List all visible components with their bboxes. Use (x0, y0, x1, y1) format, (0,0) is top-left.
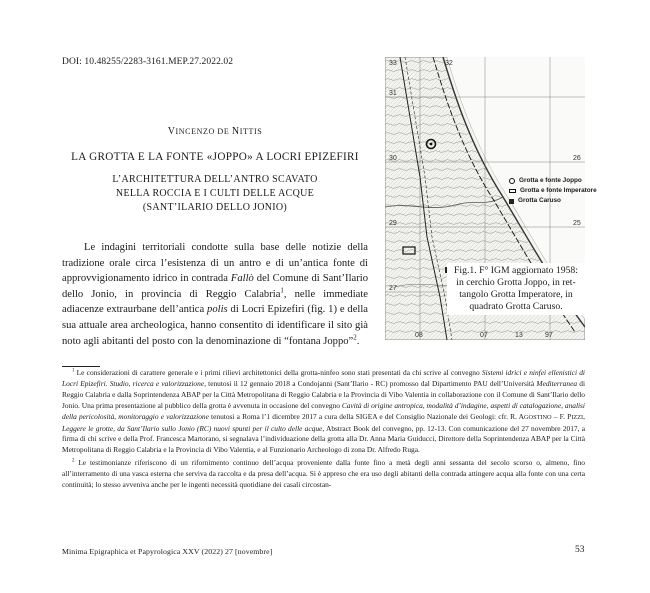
article-title: LA GROTTA E LA FONTE «JOPPO» A LOCRI EPIZEFIRI (71, 151, 359, 163)
footnote-mark: 1 (72, 368, 75, 374)
body-paragraph (62, 240, 368, 349)
map-grid-label: 26 (573, 155, 581, 162)
journal-footer: Minima Epigraphica et Papyrologica XXV (2022) 27 [novembre] (62, 547, 273, 556)
legend-item (509, 196, 597, 206)
footnote-text-run: – F. P (551, 411, 572, 421)
body-text (62, 240, 368, 349)
author-initial: V (167, 126, 176, 137)
footnote-text-run: Le considerazioni di carattere generale e i primi rilievi architettonici della grotta-ninfeo sono stati presentati da chi scrive al convegno (76, 368, 482, 377)
map-grid-label: 33 (389, 60, 397, 67)
map-grid-label: 25 (573, 220, 581, 227)
footnote-1 (62, 368, 585, 456)
map-grid-label: 08 (415, 332, 423, 339)
figure-caption (447, 263, 585, 315)
body-text-run: , nelle immediate adiacenze extraurbane dell’antica (62, 288, 369, 316)
footnotes (62, 368, 585, 493)
map-grid-label: 32 (445, 60, 453, 67)
footnote-italic-run: Leggere le grotte, da Sant’Ilario sullo Jonio (RC) nuovi spunti per il culto delle acque (62, 423, 323, 433)
footnote-text-run: , (583, 411, 585, 421)
article-author (62, 126, 368, 137)
body-italic-polis: polis (207, 304, 228, 316)
legend-label: Grotta e fonte Joppo (519, 177, 582, 184)
body-text-run: Le indagini territoriali condotte sulla base delle notizie della tradizione orale circa l’esistenza di un antro e di un’antica fonte di approvvigionamento idrico in contrada (62, 242, 368, 285)
caption-line: quadrato Grotta Caruso. (469, 300, 563, 312)
footnote-text-run: , Abstract Book del convegno, pp. 12-13. Con comunicazione del 27 novembre 2017, a firma di chi scrive e della Prof. Francesca Martorano, si segnalava l’individuazione della grotta alla Dr. Anna Maria Guiducci, Direttore della Soprintendenza ABAP per la Città Metropolitana di Reggio Calabria e la Provincia di Vibo Valentia, e al Funzionario Archeologo di zona Dr. Alfredo Ruga. (62, 423, 585, 455)
footnote-italic-run: Mediterranea (536, 378, 578, 388)
circle-icon (509, 178, 515, 184)
footnote-2 (62, 458, 585, 491)
caption-line: tangolo Grotta Imperatore, in (459, 288, 573, 300)
footnote-italic-run: Cavità di origine antropica, modalità d’indagine, aspetti di catalogazione, analisi della pericolosità, monitoraggio e valorizzazione (62, 400, 585, 421)
body-text-run: di Locri Epizefiri (fig. 1) e della sua attuale area archeologica, hanno consentito di identificare il sito già noto agli abitanti del posto con la denominazione di “fontana Joppo” (62, 304, 368, 347)
article-subtitle (62, 173, 368, 215)
footnote-separator (62, 366, 100, 367)
legend-item (509, 176, 597, 186)
author-surname-rest: ITTIS (239, 127, 263, 136)
footnote-ref-2[interactable]: 2 (353, 334, 357, 342)
map-grid-label: 07 (480, 332, 488, 339)
subtitle-line: (SANT’ILARIO DELLO JONIO) (142, 202, 288, 213)
footnote-text-run: Le testimonianze riferiscono di un rifornimento continuo dell’acqua proveniente dalla fonte fino a metà degli anni sessanta del secolo scorso o, almeno, fino all’interramento di una vasca esterna che serviva da raccolta e da presa dell’acqua. Si è appreso che era uso degli abitanti della contrada attingere acqua alla fonte con una certa continuità; lo stesso avveniva anche per le ingenti necessità quotidiane dei casali circostan- (62, 458, 585, 490)
square-icon (509, 199, 514, 204)
body-italic-fallo: Fallò (230, 273, 254, 285)
page-number: 53 (575, 545, 585, 555)
map-grid-label: 29 (389, 220, 397, 227)
body-text-run: . (356, 335, 360, 347)
subtitle-line: NELLA ROCCIA E I CULTI DELLE ACQUE (115, 188, 315, 199)
body-text-run: del Comune di Sant’Ilario dello Jonio, in provincia di Reggio Calabria (62, 273, 368, 300)
caption-line: Fig.1. F° IGM aggiornato 1958: (454, 265, 578, 276)
footnote-text-run: di Reggio Calabria e dalla Soprintendenza ABAP per la Città Metropolitana di Reggio Calabria e la Provincia di Vibo Valentia in collaborazione con il Comune di Sant’Ilario dello Jonio. Una prima presentazione al pubblico della grotta è avvenuta in occasione del convegno (62, 378, 585, 410)
legend-label: Grotta e fonte Imperatore (520, 187, 597, 194)
footnote-ref-1[interactable]: 1 (280, 287, 284, 295)
map-grid-label: 97 (545, 332, 553, 339)
map-grid-label: 31 (389, 90, 397, 97)
subtitle-line: L’ARCHITETTURA DELL’ANTRO SCAVATO (112, 174, 318, 185)
map-legend (509, 176, 597, 206)
legend-label: Grotta Caruso (518, 197, 561, 204)
footnote-text-run: , tenutosi il 12 gennaio 2018 a Condojanni (Sant’Ilario - RC) promosso dal Dipartimento PAU dell’Università (204, 378, 537, 388)
map-grid-label: 27 (389, 285, 397, 292)
doi-line: DOI: 10.48255/2283-3161.MEP.27.2022.02 (62, 57, 234, 67)
footnote-italic-run: Sistemi idrici e ninfei ellenistici di Locri Epizefiri. Studio, ricerca e valorizzazione (62, 368, 585, 388)
rectangle-icon (509, 189, 516, 193)
map-grid-label: 30 (389, 155, 397, 162)
author-initial-last: N (231, 126, 240, 137)
caption-line: in cerchio Grotta Joppo, in ret- (456, 276, 576, 288)
footnote-text-run: tenutosi a Roma l’1 dicembre 2017 a cura della SIGEA e del Consiglio Nazionale dei Geologi: cfr. R. A (208, 411, 524, 421)
map-grid-label: 13 (515, 332, 523, 339)
footnote-smallcaps-run: GOSTINO (524, 413, 552, 421)
footnote-smallcaps-run: IZZI (571, 413, 584, 421)
legend-item (509, 186, 597, 196)
author-name-rest: INCENZO DE (175, 127, 232, 136)
footnote-mark: 2 (72, 458, 75, 464)
